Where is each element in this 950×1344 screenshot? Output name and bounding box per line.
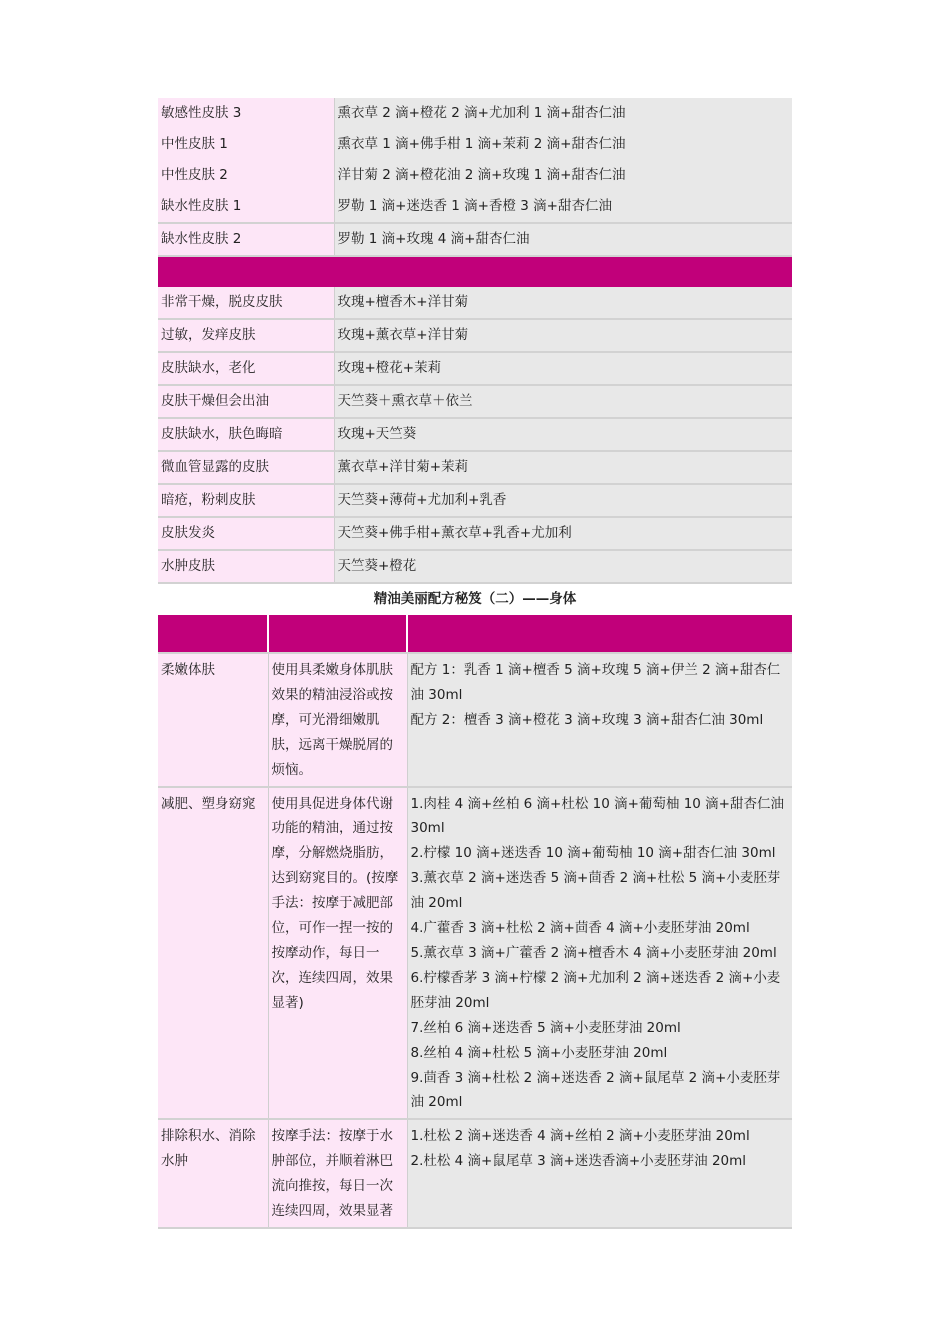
recipe-cell: 洋甘菊 2 滴+橙花油 2 滴+玫瑰 1 滴+甜杏仁油 bbox=[334, 160, 792, 191]
skin-formula-table bbox=[158, 98, 792, 584]
recipe-cell: 熏衣草 2 滴+橙花 2 滴+尤加利 1 滴+甜杏仁油 bbox=[334, 98, 792, 129]
skin-type-cell: 微血管显露的皮肤 bbox=[158, 451, 334, 484]
skin-type-cell: 皮肤缺水，肤色晦暗 bbox=[158, 418, 334, 451]
recipe-cell: 天竺葵+橙花 bbox=[334, 550, 792, 583]
table-row bbox=[158, 484, 792, 517]
skin-type-cell: 中性皮肤 1 bbox=[158, 129, 334, 160]
effect-cell: 排除积水、消除水肿 bbox=[158, 1119, 268, 1228]
recipe-line: 9.茴香 3 滴+杜松 2 滴+迷迭香 2 滴+鼠尾草 2 滴+小麦胚芽油 20ml bbox=[410, 1069, 781, 1111]
recipe-cell: 天竺葵+薄荷+尤加利+乳香 bbox=[334, 484, 792, 517]
skin-type-cell: 皮肤缺水，老化 bbox=[158, 352, 334, 385]
recipe-line: 6.柠檬香茅 3 滴+柠檬 2 滴+尤加利 2 滴+迷迭香 2 滴+小麦胚芽油 20ml bbox=[410, 969, 781, 1011]
recipe-line: 7.丝柏 6 滴+迷迭香 5 滴+小麦胚芽油 20ml bbox=[410, 1019, 681, 1036]
skin-type-cell: 皮肤发炎 bbox=[158, 517, 334, 550]
document-page bbox=[158, 98, 792, 1229]
table-row bbox=[158, 160, 792, 191]
recipe-cell: 玫瑰+橙花+茉莉 bbox=[334, 352, 792, 385]
method-cell: 使用具促进身体代谢功能的精油，通过按摩，分解燃烧脂肪，达到窈窕目的。(按摩手法：按摩于减肥部位，可作一捏一按的按摩动作，每日一次，连续四周，效果显著) bbox=[268, 787, 407, 1120]
recipe-cell: 熏衣草 1 滴+佛手柑 1 滴+茉莉 2 滴+甜杏仁油 bbox=[334, 129, 792, 160]
table-header-bar-2 bbox=[158, 615, 792, 653]
recipe-cell: 罗勒 1 滴+玫瑰 4 滴+甜杏仁油 bbox=[334, 223, 792, 256]
recipe-line: 2.杜松 4 滴+鼠尾草 3 滴+迷迭香滴+小麦胚芽油 20ml bbox=[410, 1153, 747, 1170]
effect-cell: 减肥、塑身窈窕 bbox=[158, 787, 268, 1120]
table-row bbox=[158, 223, 792, 256]
table-row bbox=[158, 1119, 792, 1228]
table-row bbox=[158, 352, 792, 385]
method-cell: 使用具柔嫩身体肌肤效果的精油浸浴或按摩，可光滑细嫩肌肤，远离干燥脱屑的烦恼。 bbox=[268, 653, 407, 787]
recipe-line: 4.广藿香 3 滴+杜松 2 滴+茴香 4 滴+小麦胚芽油 20ml bbox=[410, 920, 750, 937]
recipe-cell: 玫瑰+天竺葵 bbox=[334, 418, 792, 451]
recipe-line: 1.肉桂 4 滴+丝柏 6 滴+杜松 10 滴+葡萄柚 10 滴+甜杏仁油 30ml bbox=[410, 795, 784, 837]
skin-type-cell: 过敏，发痒皮肤 bbox=[158, 319, 334, 352]
recipes-cell bbox=[407, 1119, 792, 1228]
recipe-line: 8.丝柏 4 滴+杜松 5 滴+小麦胚芽油 20ml bbox=[410, 1044, 668, 1061]
skin-type-cell: 缺水性皮肤 2 bbox=[158, 223, 334, 256]
recipe-cell: 薰衣草+洋甘菊+茉莉 bbox=[334, 451, 792, 484]
table-row bbox=[158, 418, 792, 451]
section-title: 精油美丽配方秘笈（二）——身体 bbox=[373, 591, 577, 607]
recipes-cell bbox=[407, 787, 792, 1120]
skin-type-cell: 敏感性皮肤 3 bbox=[158, 98, 334, 129]
table-row bbox=[158, 653, 792, 787]
skin-type-cell: 中性皮肤 2 bbox=[158, 160, 334, 191]
table-row bbox=[158, 319, 792, 352]
recipes-cell bbox=[407, 653, 792, 787]
table-row bbox=[158, 451, 792, 484]
effect-cell: 柔嫩体肤 bbox=[158, 653, 268, 787]
recipe-line: 1.杜松 2 滴+迷迭香 4 滴+丝柏 2 滴+小麦胚芽油 20ml bbox=[410, 1128, 750, 1145]
method-cell: 按摩手法：按摩于水肿部位，并顺着淋巴流向推按，每日一次连续四周，效果显著 bbox=[268, 1119, 407, 1228]
skin-type-cell: 暗疮，粉刺皮肤 bbox=[158, 484, 334, 517]
recipe-line: 2.柠檬 10 滴+迷迭香 10 滴+葡萄柚 10 滴+甜杏仁油 30ml bbox=[410, 845, 776, 862]
table-row bbox=[158, 550, 792, 583]
table-row bbox=[158, 191, 792, 223]
recipe-cell: 玫瑰+薰衣草+洋甘菊 bbox=[334, 319, 792, 352]
table-row bbox=[158, 787, 792, 1120]
table-row bbox=[158, 129, 792, 160]
recipe-line: 3.薰衣草 2 滴+迷迭香 5 滴+茴香 2 滴+杜松 5 滴+小麦胚芽油 20ml bbox=[410, 870, 781, 912]
table-row bbox=[158, 517, 792, 550]
skin-type-cell: 缺水性皮肤 1 bbox=[158, 191, 334, 223]
recipe-cell: 天竺葵+佛手柑+薰衣草+乳香+尤加利 bbox=[334, 517, 792, 550]
table-row bbox=[158, 385, 792, 418]
skin-type-cell: 皮肤干燥但会出油 bbox=[158, 385, 334, 418]
table-row bbox=[158, 98, 792, 129]
recipe-line: 5.薰衣草 3 滴+广藿香 2 滴+檀香木 4 滴+小麦胚芽油 20ml bbox=[410, 944, 777, 961]
skin-type-cell: 非常干燥，脱皮皮肤 bbox=[158, 287, 334, 319]
table-row bbox=[158, 287, 792, 319]
recipe-cell: 玫瑰+檀香木+洋甘菊 bbox=[334, 287, 792, 319]
recipe-cell: 天竺葵＋熏衣草＋依兰 bbox=[334, 385, 792, 418]
body-formula-table bbox=[158, 615, 792, 1229]
recipe-line: 配方 2：檀香 3 滴+橙花 3 滴+玫瑰 3 滴+甜杏仁油 30ml bbox=[410, 711, 764, 728]
recipe-cell: 罗勒 1 滴+迷迭香 1 滴+香橙 3 滴+甜杏仁油 bbox=[334, 191, 792, 223]
recipe-line: 配方 1：乳香 1 滴+檀香 5 滴+玫瑰 5 滴+伊兰 2 滴+甜杏仁油 30ml bbox=[410, 662, 781, 703]
table-header-bar bbox=[158, 256, 792, 287]
skin-type-cell: 水肿皮肤 bbox=[158, 550, 334, 583]
